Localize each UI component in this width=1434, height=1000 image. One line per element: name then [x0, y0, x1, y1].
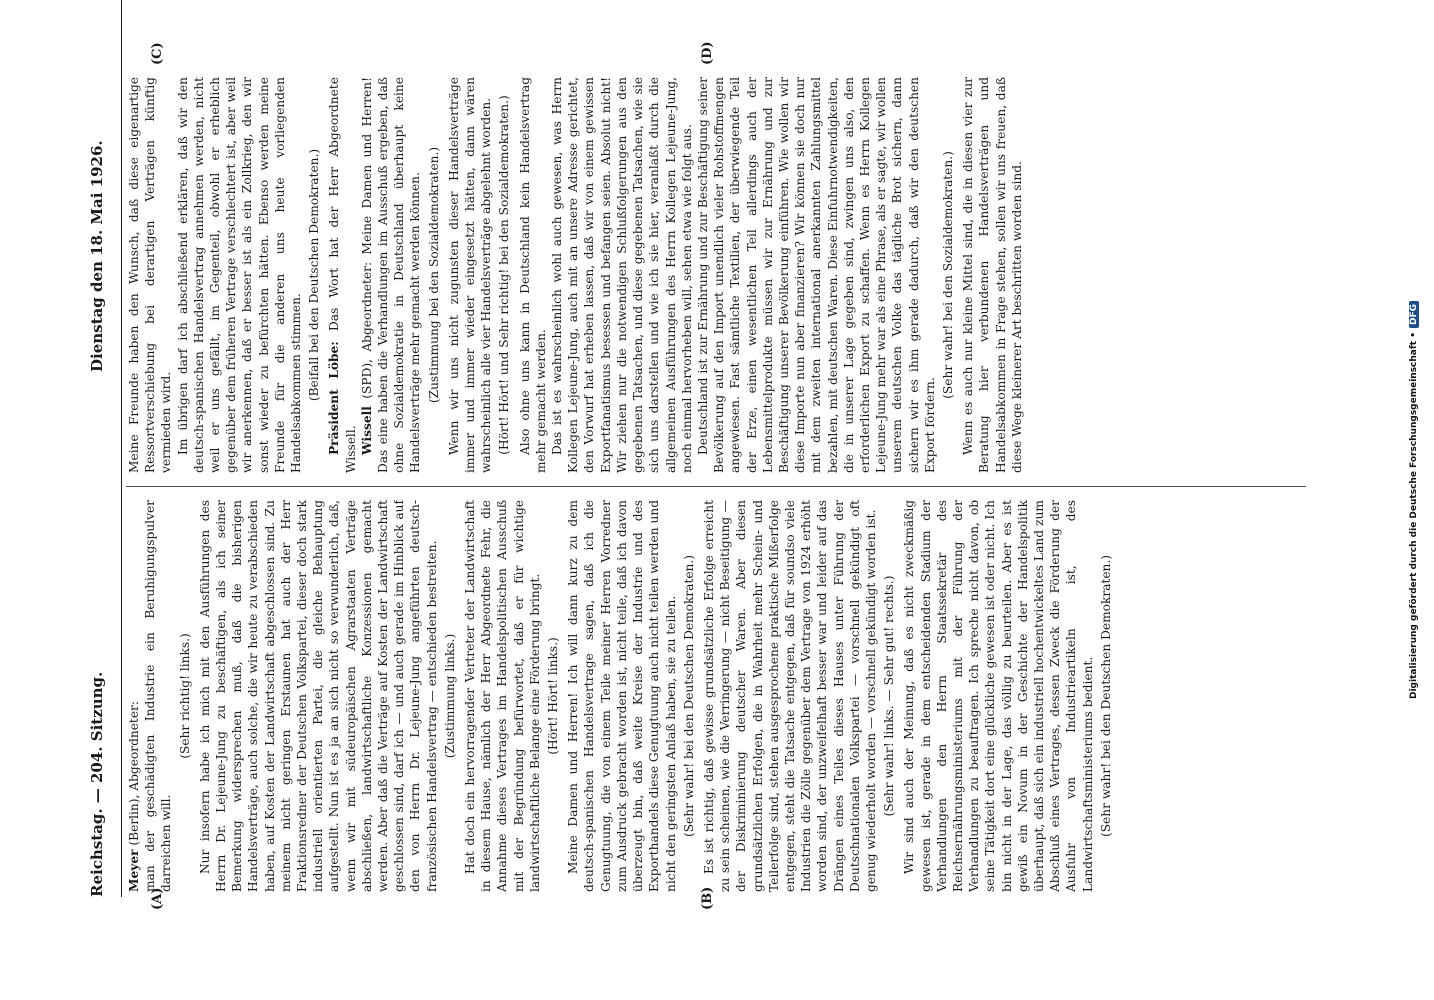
header-rule [121, 0, 122, 897]
interjection: (Sehr wahr! bei den Deutschen Demokraten.) [681, 554, 696, 838]
interjection: (Zustimmung bei den Sozialdemokraten.) [426, 146, 441, 404]
speaker-name: Meyer [127, 849, 141, 892]
interjection: (Sehr richtig! links.) [177, 633, 192, 759]
paragraph: Das ist es wahrscheinlich wohl auch gewesen, was Herrn Kollegen Lejeune-Jung, auch mit an unsere Adresse gerichtet, den Vorwurf hat erheben lassen, daß wir von einem gewissen Exportfanatismus besessen und befangen seien. Absolut nicht! Wir ziehen nur die notwendigen Schlußfolgerungen aus den gegebenen Tatsachen, und diese gegebenen Tatsachen, wie sie sich uns darstellen und wie ich sie hier, veranlaßt durch die allgemeinen Ausführungen des Herrn Kollegen Lejeune-Jung, noch einmal hervorheben will, sehen etwa wie folgt aus. [550, 77, 694, 473]
interjection: (Hört! Hört! und Sehr richtig! bei den Sozialdemokraten.) [497, 95, 512, 455]
speech-text: (Berlin), Abgeordneter: [127, 701, 141, 850]
speech-text: Das Wort hat der Herr Abgeordnete Wissell. [327, 77, 358, 473]
speaker-name: Wissell [359, 406, 374, 455]
paragraph: Im übrigen darf ich abschließend erklären, daß wir den deutsch-spanischen Handelsvertrag annehmen werden, nicht weil er uns gefällt, im Gegenteil, obwohl er erheblich gegenüber dem früheren Vertrage verschlechtert ist, aber weil wir anerkennen, daß er besser ist als ein Zollkrieg, den wir sonst wieder zu befürchten hätten. Ebenso werden meine Freunde für die anderen uns heute vorliegenden Handelsabkommen stimmen. [175, 77, 304, 473]
paragraph: Meine Damen und Herren! Ich will dann kurz zu dem deutsch-spanischen Handelsvertrage sagen, daß ich die Genugtuung, die von einem Teile meiner Herren Vorredner zum Ausdruck gebracht worden ist, nicht teile, daß ich davon überzeugt bin, daß weite Kreise der Industrie und des Exporthandels diese Genugtuung auch nicht teilen werden und nicht den geringsten Anlaß haben, sie zu teilen. [566, 500, 678, 892]
speaker-name: Präsident Löbe: [327, 341, 342, 455]
text-column-right [126, 77, 1311, 473]
header-session: Reichstag. — 204. Sitzung. [88, 671, 106, 897]
text-column-left [126, 500, 1311, 892]
speaker-paragraph [326, 77, 358, 473]
interjection: (Sehr wahr! bei den Deutschen Demokraten.) [1098, 554, 1113, 838]
margin-mark-c: (C) [150, 42, 165, 65]
speaker-paragraph [359, 77, 424, 473]
header-date: Dienstag den 18. Mai 1926. [88, 140, 106, 372]
interjection: (Zustimmung links.) [442, 633, 457, 759]
paragraph: Wir sind auch der Meinung, daß es nicht zweckmäßig gewesen ist, gerade in dem entscheidenden Stadium der Verhandlungen den Herrn Staatssekretär des Reichsernährungsministeriums mit der Führung der Verhandlungen zu beauftragen. Ich spreche nicht davon, ob seine Tätigkeit dort eine glückliche gewesen ist oder nicht. Ich bin nicht in der Lage, das völlig zu beurteilen. Aber es ist gewiß ein Novum in der Geschichte der Handelspolitik überhaupt, daß sich ein industriell hochentwickeltes Land zum Abschluß eines Vertrages, dessen Zweck die Förderung der Ausfuhr von Industrieartikeln ist, des Landwirtschaftsministeriums bedient. [902, 500, 1095, 892]
paragraph: man der geschädigten Industrie ein Beruhigungspulver darreichen will. [143, 500, 174, 892]
margin-mark-b: (B) [700, 886, 715, 910]
margin-mark-a: (A) [150, 887, 165, 910]
paragraph: Meine Freunde haben den Wunsch, daß diese eigenartige Ressortverschiebung bei derartigen Verträgen künftig vermieden wird. [127, 77, 174, 473]
dfg-logo: DFG [1409, 301, 1419, 328]
margin-mark-d: (D) [700, 41, 715, 65]
paragraph: Deutschland ist zur Ernährung und zur Beschäftigung seiner Bevölkerung auf den Import unendlich vieler Rohstoffmengen angewiesen. Fast sämtliche Textilien, der überwiegende Teil der Erze, einen wesentlichen Teil allerdings auch der Lebensmittelprodukte müssen wir zur Ernährung und zur Beschäftigung unserer Bevölkerung einführen. Wie wollen wir diese Importe nun aber finanzieren? Wir können sie doch nur mit dem zweiten international anerkannten Zahlungsmittel bezahlen, mit deutschen Waren. Diese Einfuhrnotwendigkeiten, die in unserer Lage gegeben sind, zwingen uns also, den erforderlichen Export zu schaffen. Wenn es Herrn Kollegen Lejeune-Jung mehr war als eine Phrase, als er sagte, wir wollen unserem deutschen Volke das tägliche Brot sichern, dann sichern wir es ihm gerade dadurch, daß wir den deutschen Export fördern. [695, 77, 937, 473]
interjection: (Beifall bei den Deutschen Demokraten.) [307, 148, 322, 402]
paragraph: Also ohne uns kann in Deutschland kein Handelsvertrag mehr gemacht werden. [517, 77, 548, 473]
dfg-attribution-text: Digitalisierung gefördert durch die Deutsche Forschungsgemeinschaft • [1409, 332, 1419, 699]
paragraph: Hat doch ein hervorragender Vertreter der Landwirtschaft in diesem Hause, nämlich der Herr Abgeordnete Fehr, die Annahme dieses Vertrages im Handelspolitischen Ausschuß mit der Begründung befürwortet, daß er für wichtige landwirtschaftliche Belange eine Förderung bringt. [463, 500, 542, 892]
interjection: (Hört! Hört! links.) [546, 637, 561, 755]
interjection: (Sehr wahr! links. — Sehr gut! rechts.) [882, 575, 897, 817]
paragraph: Wenn wir uns nicht zugunsten dieser Handelsverträge immer und immer wieder eingesetzt hätten, dann wären wahrscheinlich alle vier Handelsverträge abgelehnt worden. [446, 77, 494, 473]
interjection: (Sehr wahr! bei den Sozialdemokraten.) [940, 151, 955, 399]
speech-text: (SPD), Abgeordneter: Meine Damen und Herren! Das eine haben die Verhandlungen im Ausschuß ergeben, daß ohne Sozialdemokratie in Deutschland überhaupt keine Handelsverträge mehr gemacht werden können. [359, 77, 423, 473]
paragraph: Es ist richtig, daß gewisse grundsätzliche Erfolge erreicht zu sein scheinen, wie die Verringerung — nicht Beseitigung — der Diskriminierung deutscher Waren. Aber diesen grundsätzlichen Erfolgen, die in Wahrheit mehr Schein- und Teilerfolge sind, stehen ausgesprochene praktische Mißerfolge entgegen, steht die Tatsache entgegen, daß für soundso viele Industrien die Zölle gegenüber dem Vertrage von 1924 erhöht worden sind, der unzweifelhaft besser war und leider auf das Drängen eines Teiles dieses Hauses unter Führung der Deutschnationalen Volkspartei — vorschnell gekündigt oft genug wiederholt worden — vorschnell gekündigt worden ist. [701, 500, 878, 892]
paragraph: Nur insofern habe ich mich mit den Ausführungen des Herrn Dr. Lejeune-Jung zu beschäftigen, als ich seiner Bemerkung widersprechen muß, daß die bisherigen Handelsverträge, auch solche, die wir heute zu verabschieden haben, auf Kosten der Landwirtschaft abgeschlossen sind. Zu meinem nicht geringen Erstaunen hat auch der Herr Fraktionsredner der Deutschen Volkspartei, dieser doch stark industriell orientierten Partei, die gleiche Behauptung aufgestellt. Nun ist es ja an sich nicht so verwunderlich, daß, wenn wir mit südeuropäischen Agrarstaaten Verträge abschließen, landwirtschaftliche Konzessionen gemacht werden. Aber daß die Verträge auf Kosten der Landwirtschaft geschlossen sind, darf ich — und auch gerade im Hinblick auf den von Herrn Dr. Lejeune-Jung angeführten deutsch-französischen Handelsvertrag — entschieden bestreiten. [197, 500, 439, 892]
dfg-attribution [1409, 301, 1419, 699]
paragraph: Wenn es auch nur kleine Mittel sind, die in diesen vier zur Beratung hier verbundenen Handelsverträgen und Handelsabkommen in Frage stehen, sollen wir uns freuen, daß diese Wege kleinerer Art beschritten worden sind. [961, 77, 1024, 473]
page-header [88, 107, 118, 897]
speaker-paragraph [126, 500, 142, 892]
column-divider [126, 486, 1306, 487]
